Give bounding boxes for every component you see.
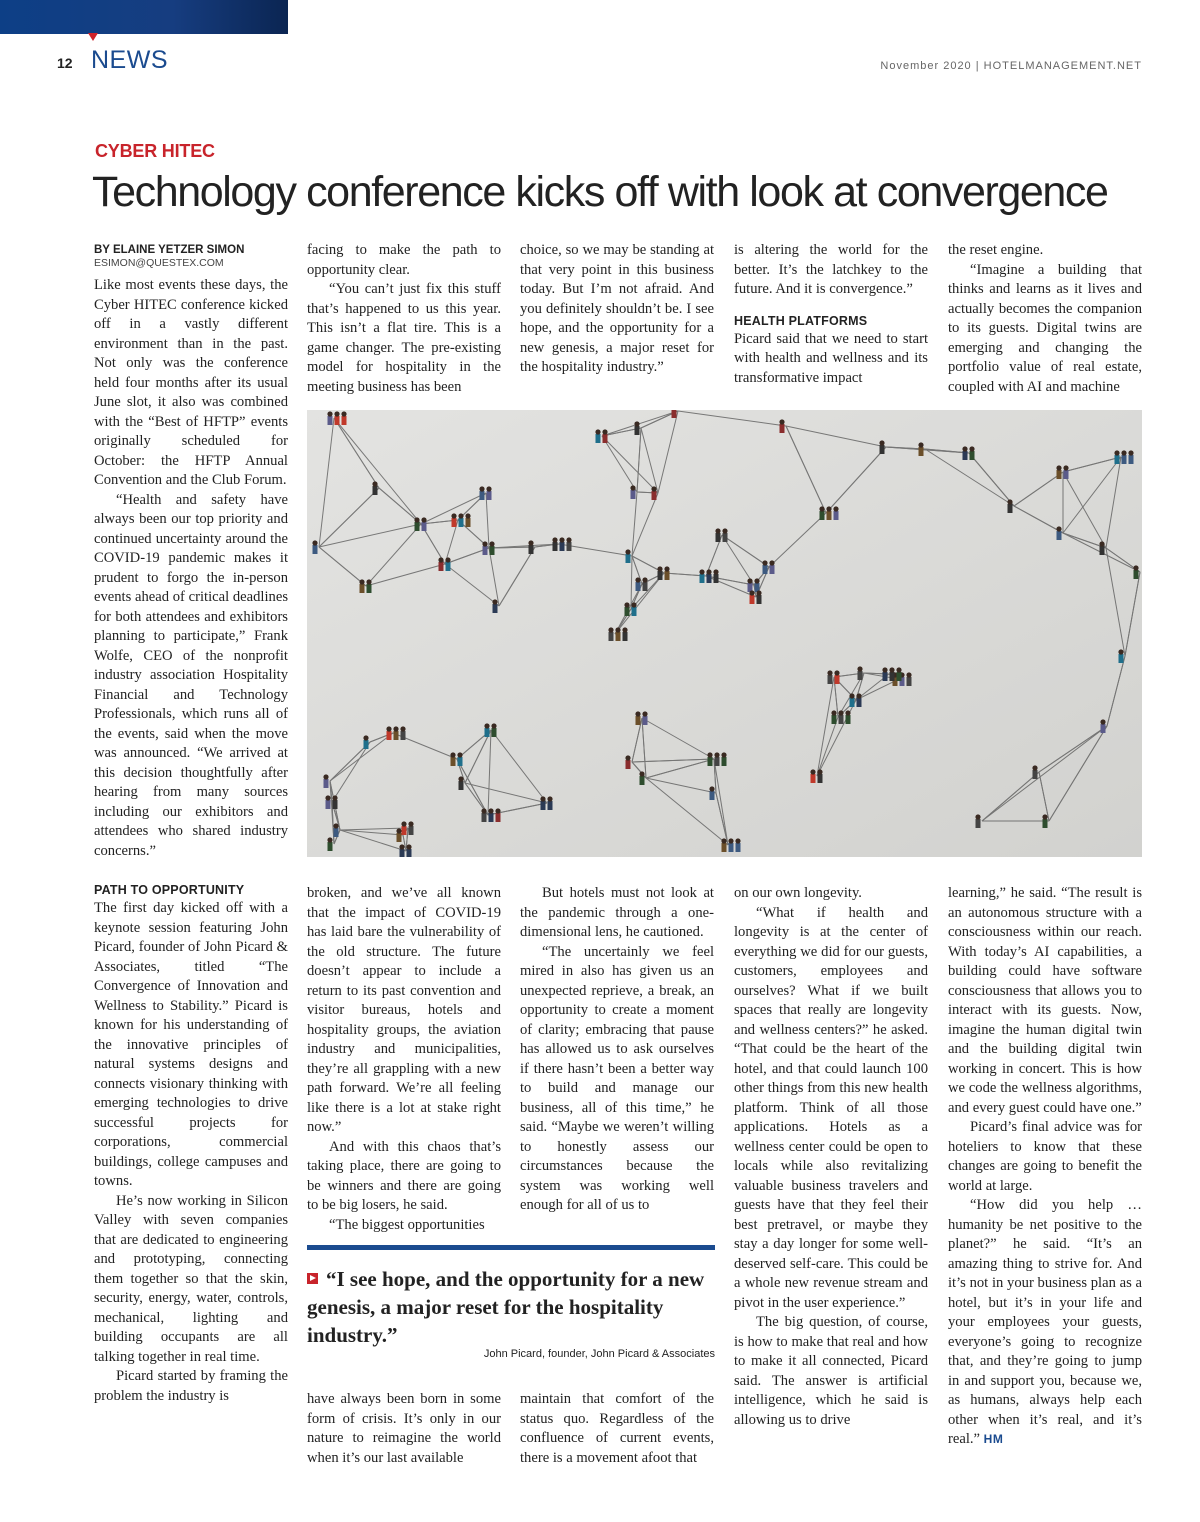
header-triangle-icon <box>88 33 98 41</box>
person-figure <box>975 814 980 828</box>
person-figure <box>1056 465 1061 479</box>
column-4-top <box>734 241 928 388</box>
person-figure <box>445 557 450 571</box>
person-figure <box>918 442 923 456</box>
person-figure <box>735 838 740 852</box>
person-figure <box>879 440 884 454</box>
person-figure <box>671 410 676 418</box>
person-figure <box>715 528 720 542</box>
paragraph: have always been born in some form of crisis. It’s only in our nature to reimagine the world when it’s our last available <box>307 1391 501 1466</box>
paragraph: And with this chaos that’s taking place, there are going to be winners and there are going to be big losers, he said. <box>307 1138 501 1213</box>
paragraph: “Imagine a building that thinks and learns as it lives and actually becomes the companion to its guests. Digital twins are emerging and changing the portfolio value of real estate, coupled with AI and machine <box>948 261 1142 395</box>
paragraph: choice, so we may be standing at that very point in this business today. But I’m not afraid. And you definitely shouldn’t be. I see hope, and the opportunity for a new genesis, a major reset for the hospitality industry.” <box>520 242 714 375</box>
paragraph: broken, and we’ve all known that the impact of COVID-19 has laid bare the vulnerability of the old structure. The future doesn’t appear to include a return to its past convention and visitor bureaus, hotels and hospitality groups, the aviation industry and municipalities, they’re all grappling with a new path forward. We’re all feeling like there is a lot at stake right now.” <box>307 885 501 1135</box>
column-5-bottom <box>948 884 1142 1450</box>
paragraph: facing to make the path to opportunity clear. <box>307 242 501 278</box>
person-figure <box>625 755 630 769</box>
person-figure <box>465 513 470 527</box>
page-number: 12 <box>57 55 73 71</box>
person-figure <box>566 537 571 551</box>
person-figure <box>406 844 411 857</box>
issue-line: November 2020 | HOTELMANAGEMENT.NET <box>880 60 1142 72</box>
person-figure <box>327 411 332 425</box>
person-figure <box>749 590 754 604</box>
person-figure <box>756 590 761 604</box>
person-figure <box>889 667 894 681</box>
person-figure <box>495 808 500 822</box>
person-figure <box>325 795 330 809</box>
person-figure <box>481 808 486 822</box>
person-figure <box>528 540 533 554</box>
person-figure <box>491 723 496 737</box>
paragraph: “You can’t just fix this stuff that’s happened to us this year. This isn’t a flat tire. This is a game changer. The pre-existing model for hospitality in the meeting business has been <box>307 281 501 395</box>
column-3-top <box>520 241 714 378</box>
person-figure <box>323 774 328 788</box>
column-2-bottom <box>307 1390 501 1468</box>
pull-quote-attribution: John Picard, founder, John Picard & Associates <box>483 1348 715 1360</box>
person-figure <box>969 446 974 460</box>
person-figure <box>333 823 338 837</box>
byline: BY ELAINE YETZER SIMON <box>94 244 245 256</box>
person-figure <box>639 771 644 785</box>
person-figure <box>831 710 836 724</box>
person-figure <box>721 752 726 766</box>
paragraph: “Health and safety have always been our top priority and continued uncertainty around the COVID-19 pandemic makes it prudent to forgo the in-person events ahead of critical deadlines for both attendees and exhibitors planning to participate,” Frank Wolfe, CEO of the nonprofit industry association Hospitality Financial and Technology Professionals, which runs all of the events, said when the move was announced. “We arrived at this decision thoughtfully after hearing from many sources including our exhibitors and attendees who shared industry concerns.” <box>94 491 288 859</box>
pull-quote-rule <box>307 1245 715 1250</box>
pull-quote-text: “I see hope, and the opportunity for a new genesis, a major reset for the hospitality industry.” <box>307 1267 705 1347</box>
person-figure <box>540 796 545 810</box>
person-figure <box>728 838 733 852</box>
paragraph: But hotels must not look at the pandemic through a one-dimensional lens, he cautioned. <box>520 885 714 940</box>
person-figure <box>401 821 406 835</box>
end-mark: HM <box>983 1432 1004 1446</box>
person-figure <box>622 627 627 641</box>
person-figure <box>707 752 712 766</box>
person-figure <box>484 723 489 737</box>
person-figure <box>458 513 463 527</box>
person-figure <box>547 796 552 810</box>
paragraph: The big question, of course, is how to make that real and how to make it all connected, Picard said. The answer is artificial intelligence, which he said is allowing us to drive <box>734 1314 928 1428</box>
person-figure <box>438 557 443 571</box>
person-figure <box>615 627 620 641</box>
paragraph: maintain that comfort of the status quo. Regardless of the confluence of current events, there is a movement afoot that <box>520 1391 714 1466</box>
paragraph: “What if health and longevity is at the center of everything we did for our guests, customers, employees and ourselves? What if we built spaces that really are longevity and wellness centers?” he asked. “That could be the heart of the hotel, and that could launch 100 other things from this new health platform. Think of all those applications. Hotels as a wellness center could be open to locals while also revitalizing valuable business travelers and guests have that they feel their best pretravel, or maybe they stay a day longer for some well-deserved self-care. This could be a whole new revenue stream and pivot in the user experience.” <box>734 904 928 1311</box>
person-figure <box>372 481 377 495</box>
paragraph: on our own longevity. <box>734 885 862 901</box>
person-figure <box>625 549 630 563</box>
paragraph: Picard started by framing the problem the industry is <box>94 1368 288 1404</box>
person-figure <box>479 486 484 500</box>
person-figure <box>408 821 413 835</box>
person-figure <box>849 693 854 707</box>
person-figure <box>457 752 462 766</box>
person-figure <box>488 808 493 822</box>
person-figure <box>762 560 767 574</box>
person-figure <box>1007 499 1012 513</box>
paragraph: Picard’s final advice was for hoteliers to know that these changes are going to benefit the world at large. <box>948 1119 1142 1194</box>
person-figure <box>608 627 613 641</box>
author-email: ESIMON@QUESTEX.COM <box>94 257 224 269</box>
column-4-bottom <box>734 884 928 1430</box>
person-figure <box>451 513 456 527</box>
person-figure <box>896 667 901 681</box>
paragraph: “The uncertainly we feel mired in also has given us an unexpected reprieve, a break, an opportunity to create a moment of clarity; embracing that pause has allowed us to ask ourselves if there hasn’t been a better way to build and manage our business, all of this time,” he said. “Maybe we weren’t willing to honestly assess our circumstances because the system was working well enough for all of us to <box>520 943 714 1213</box>
person-figure <box>838 710 843 724</box>
person-figure <box>651 486 656 500</box>
person-figure <box>845 710 850 724</box>
person-figure <box>857 666 862 680</box>
column-3-middle <box>520 884 714 1216</box>
person-figure <box>489 541 494 555</box>
paragraph: the reset engine. <box>948 242 1044 258</box>
person-figure <box>819 506 824 520</box>
person-figure <box>396 828 401 842</box>
person-figure <box>882 667 887 681</box>
paragraph: learning,” he said. “The result is an autonomous structure with a consciousness within our reach. With today’s AI capabilities, a building could have software consciousness that allows you to interact with its guests. Now, imagine the human digital twin and the building digital twin working in concert. This is how we code the wellness algorithms, and every guest could have one.” <box>948 885 1142 1116</box>
person-figure <box>1133 565 1138 579</box>
person-figure <box>1128 450 1133 464</box>
person-figure <box>332 795 337 809</box>
person-figure <box>635 577 640 591</box>
person-figure <box>1121 450 1126 464</box>
person-figure <box>657 566 662 580</box>
person-figure <box>482 541 487 555</box>
column-1 <box>94 243 288 1406</box>
person-figure <box>664 566 669 580</box>
person-figure <box>713 569 718 583</box>
person-figure <box>492 599 497 613</box>
subhead-path-to-opportunity: PATH TO OPPORTUNITY <box>94 883 245 897</box>
person-figure <box>754 578 759 592</box>
person-figure <box>486 486 491 500</box>
person-figure <box>624 602 629 616</box>
person-figure <box>906 672 911 686</box>
column-5-top <box>948 241 1142 397</box>
person-figure <box>634 421 639 435</box>
person-figure <box>817 769 822 783</box>
paragraph: is altering the world for the better. It’s the latchkey to the future. And it is convergence.” <box>734 242 928 297</box>
person-figure <box>1114 450 1119 464</box>
person-figure <box>630 485 635 499</box>
person-figure <box>642 577 647 591</box>
person-figure <box>327 837 332 851</box>
person-figure <box>699 569 704 583</box>
column-3-bottom <box>520 1390 714 1468</box>
subhead-health-platforms: HEALTH PLATFORMS <box>734 313 868 328</box>
person-figure <box>826 506 831 520</box>
person-figure <box>363 735 368 749</box>
person-figure <box>779 419 784 433</box>
person-figure <box>552 537 557 551</box>
person-figure <box>359 579 364 593</box>
person-figure <box>722 528 727 542</box>
person-figure <box>341 411 346 425</box>
person-figure <box>1032 765 1037 779</box>
person-figure <box>1063 465 1068 479</box>
person-figure <box>714 752 719 766</box>
person-figure <box>962 446 967 460</box>
paragraph: Like most events these days, the Cyber HITEC conference kicked off in a vastly different environment than in the past. Not only was the conference held four months after its usual June slot, it also was combined with the “Best of HFTP” events originally scheduled for October: the HFTP Annual Convention and the Club Forum. <box>94 277 288 488</box>
person-figure <box>559 537 564 551</box>
column-2-middle <box>307 884 501 1235</box>
person-figure <box>312 540 317 554</box>
person-figure <box>709 786 714 800</box>
article-kicker: CYBER HITEC <box>95 141 215 161</box>
person-figure <box>421 517 426 531</box>
column-2-top <box>307 241 501 397</box>
person-figure <box>414 517 419 531</box>
person-figure <box>366 579 371 593</box>
pull-quote <box>307 1265 715 1349</box>
person-figure <box>769 560 774 574</box>
network-illustration <box>307 410 1142 857</box>
person-figure <box>458 776 463 790</box>
paragraph-text: “How did you help … humanity be net positive to the planet?” he said. “It’s an amazing thing to strive for. And it’s not in your business plan as a hotel, but it’s in your life and your employees your guests, everyone’s going to recognize that, and they’re going to jump in and support you, because we, as humans, always help each other when it’s real, and it’s real.” <box>948 1197 1142 1447</box>
header-color-bar <box>0 0 288 34</box>
person-figure <box>334 411 339 425</box>
person-figure <box>399 844 404 857</box>
person-figure <box>635 711 640 725</box>
person-figure <box>834 670 839 684</box>
person-figure <box>400 726 405 740</box>
person-figure <box>1099 541 1104 555</box>
quote-arrow-icon <box>307 1273 318 1284</box>
paragraph: The first day kicked off with a keynote session featuring John Picard, founder of John Picard & Associates, titled “The Convergence of Innovation and Wellness to Stability.” Picard is known for his understanding of the innovative principles of natural systems designs and connects visionary thinking with emerging technologies to drive successful projects for corporations, commercial buildings, college campuses and towns. <box>94 900 288 1189</box>
person-figure <box>706 569 711 583</box>
person-figure <box>747 578 752 592</box>
section-label: NEWS <box>91 46 168 74</box>
person-figure <box>595 429 600 443</box>
person-figure <box>450 752 455 766</box>
person-figure <box>1118 649 1123 663</box>
person-figure <box>856 693 861 707</box>
person-figure <box>1100 719 1105 733</box>
person-figure <box>1056 526 1061 540</box>
paragraph: Picard said that we need to start with health and wellness and its transformative impact <box>734 330 928 386</box>
person-figure <box>386 726 391 740</box>
article-headline: Technology conference kicks off with look at convergence <box>92 168 1108 216</box>
person-figure <box>1042 814 1047 828</box>
paragraph: “The biggest opportunities <box>329 1216 485 1233</box>
person-figure <box>642 711 647 725</box>
person-figure <box>833 506 838 520</box>
paragraph: He’s now working in Silicon Valley with seven companies that are dedicated to engineering and prototyping, connecting them together so that the skin, security, energy, water, controls, mechanical, lighting and building occupants are all talking together in real time. <box>94 1192 288 1365</box>
person-figure <box>721 838 726 852</box>
crowd-network-photo <box>307 410 1142 857</box>
person-figure <box>393 726 398 740</box>
person-figure <box>827 670 832 684</box>
person-figure <box>631 602 636 616</box>
person-figure <box>810 769 815 783</box>
paragraph <box>948 1196 1142 1450</box>
person-figure <box>602 429 607 443</box>
